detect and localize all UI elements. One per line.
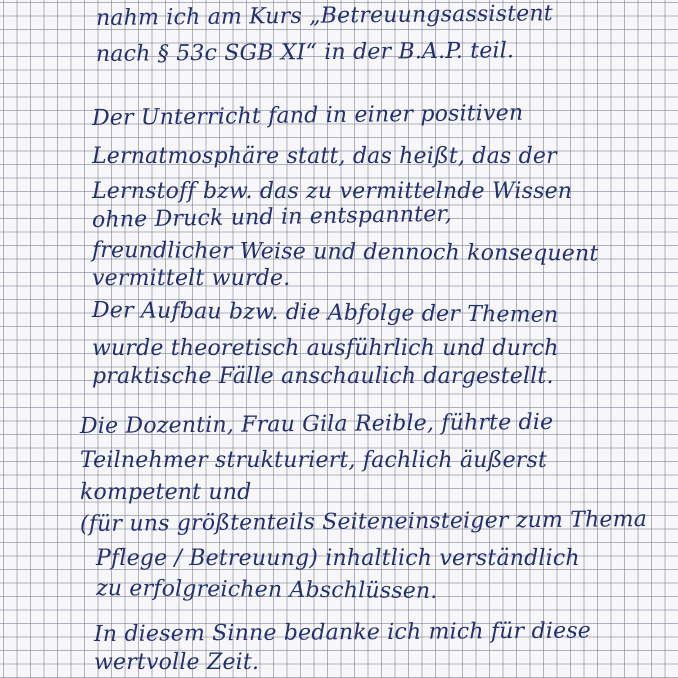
text-line-5: Lernstoff bzw. das zu vermittelnde Wissen	[92, 179, 573, 204]
text-line-10: wurde theoretisch ausführlich und durch	[92, 336, 559, 361]
text-line-6: ohne Druck und in entspannter,	[91, 201, 453, 233]
text-line-2: nach § 53c SGB XI“ in der B.A.P. teil.	[95, 38, 515, 67]
text-line-1: nahm ich am Kurs „Betreuungsassistent	[95, 1, 553, 31]
text-line-13: Teilnehmer strukturiert, fachlich äußerst	[80, 448, 548, 473]
text-line-4: Lernatmosphäre statt, das heißt, das der	[92, 144, 557, 169]
text-line-9: Der Aufbau bzw. die Abfolge der Themen	[91, 298, 559, 328]
text-line-11: praktische Fälle anschaulich dargestellt.	[92, 364, 554, 389]
text-line-16: Pflege / Betreuung) inhaltlich verständlich	[96, 546, 580, 571]
text-line-3: Der Unterricht fand in einer positiven	[91, 100, 524, 131]
text-line-17: zu erfolgreichen Abschlüssen.	[95, 576, 438, 604]
text-line-19: wertvolle Zeit.	[94, 650, 260, 675]
text-line-14: kompetent und	[80, 480, 252, 505]
text-line-18: In diesem Sinne bedanke ich mich für diese	[93, 618, 592, 647]
text-line-12: Die Dozentin, Frau Gila Reible, führte die	[79, 409, 554, 439]
text-line-8: vermittelt wurde.	[92, 266, 291, 291]
text-line-7: freundlicher Weise und dennoch konsequent	[91, 238, 599, 267]
text-line-15: (für uns größtenteils Seiteneinsteiger zum Thema	[79, 507, 648, 537]
